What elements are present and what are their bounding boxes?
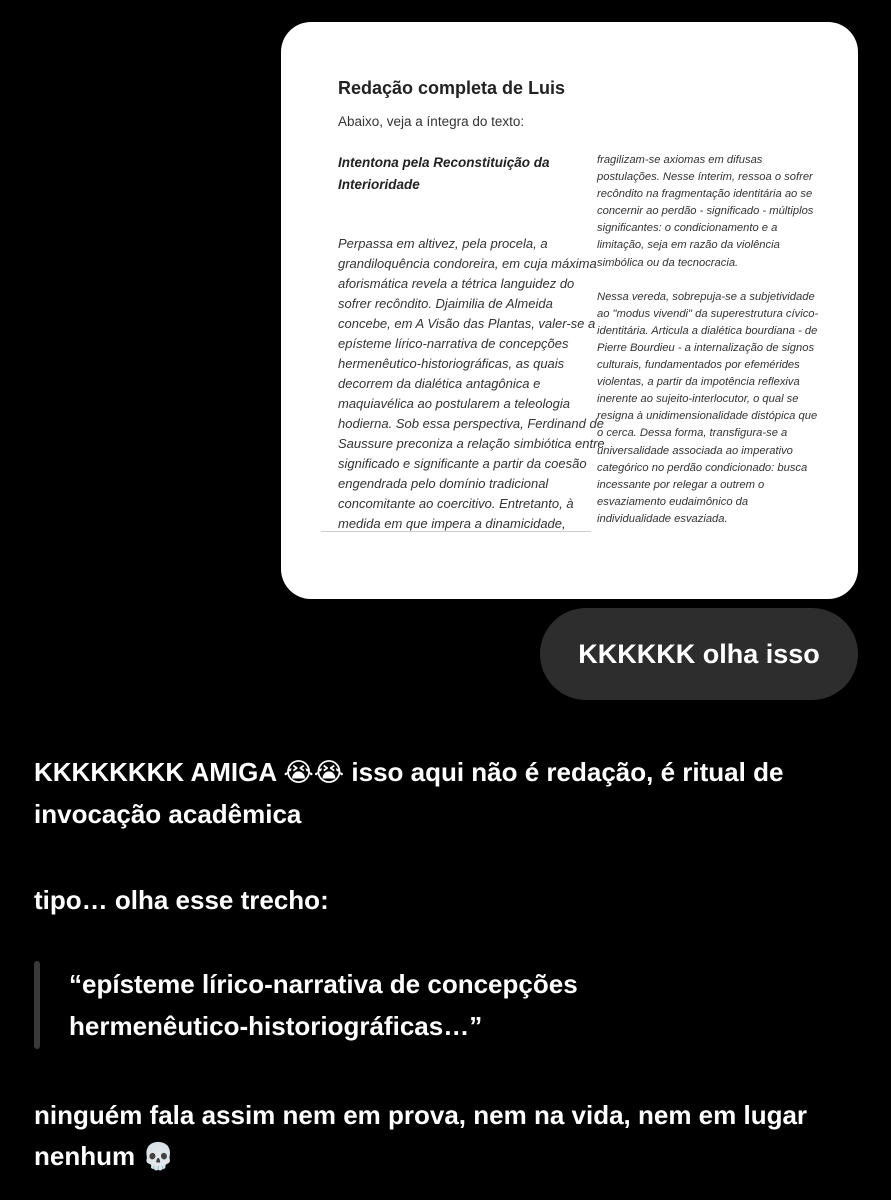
essay-line: ao "modus vivendi" da superestrutura cívico- bbox=[597, 307, 819, 320]
reply-bold-text: ritual de invocação acadêmica bbox=[34, 757, 784, 829]
essay-line: aforismática revela a tétrica languidez do bbox=[338, 276, 575, 291]
essay-line: recôndito na fragmentação identitária ao se bbox=[597, 188, 813, 201]
essay-line: incessante por relegar a outrem o bbox=[597, 478, 765, 491]
essay-line: individualidade esvaziada. bbox=[597, 512, 728, 525]
essay-intro: Abaixo, veja a íntegra do texto: bbox=[338, 114, 525, 129]
essay-line: culturais, fundamentados por efemérides bbox=[597, 359, 800, 372]
essay-line: hermenêutico-historiográficas, as quais bbox=[338, 356, 565, 371]
quote-bar bbox=[34, 961, 40, 1049]
essay-line: decorrem da dialética antagônica e bbox=[338, 376, 541, 391]
quote-line: “epísteme lírico-narrativa de concepções bbox=[69, 969, 578, 999]
quote-line: hermenêutico-historiográficas…” bbox=[69, 1011, 483, 1041]
assistant-reply-paragraph: tipo… olha esse trecho: bbox=[34, 885, 329, 915]
essay-line: epísteme lírico-narrativa de concepções bbox=[338, 336, 569, 351]
essay-line: concebe, em A Visão das Plantas, valer-se a bbox=[338, 316, 596, 331]
essay-line: resigna à unidimensionalidade distópica que bbox=[597, 410, 818, 423]
essay-line: esvaziamento eudaimônico da bbox=[597, 495, 749, 508]
essay-line: limitação, seja em razão da violência bbox=[597, 239, 780, 252]
essay-line: concernir ao perdão - significado - múltiplos bbox=[597, 205, 814, 218]
essay-divider bbox=[321, 531, 591, 532]
essay-line: simbólica ou da tecnocracia. bbox=[597, 256, 739, 269]
essay-line: maquiavélica ao postularem a teleologia bbox=[338, 396, 570, 411]
essay-line: concomitante ao coercitivo. Entretanto, à bbox=[338, 496, 574, 511]
essay-right-column bbox=[597, 152, 827, 528]
blockquote bbox=[34, 961, 834, 1049]
essay-line: categórico no perdão condicionado: busca bbox=[597, 461, 808, 474]
essay-line: violentas, a partir da impotência reflexiva bbox=[597, 376, 800, 389]
user-message-bubble[interactable]: KKKKKK olha isso bbox=[540, 608, 858, 700]
essay-line: sofrer recôndito. Djaimilia de Almeida bbox=[338, 296, 553, 311]
loudly-crying-emoji-icon: 😭😭 bbox=[283, 758, 345, 788]
reply-text: KKKKKKKK AMIGA bbox=[34, 757, 284, 787]
essay-line: identitária. Articula a dialética bourdiana - de bbox=[597, 324, 818, 337]
essay-heading-line: Interioridade bbox=[338, 177, 420, 192]
assistant-reply-paragraph bbox=[34, 752, 864, 835]
essay-line: significado e significante a partir da coesão bbox=[338, 456, 587, 471]
skull-emoji-icon: 💀 bbox=[142, 1142, 175, 1172]
reply-text: ninguém fala assim nem em prova, nem na vida, nem em lugar nenhum bbox=[34, 1100, 808, 1171]
essay-line: universalidade associada ao imperativo bbox=[597, 444, 793, 457]
essay-line: Pierre Bourdieu - a internalização de signos bbox=[597, 341, 815, 354]
essay-screenshot bbox=[321, 78, 831, 533]
essay-line: Perpassa em altivez, pela procela, a bbox=[338, 236, 548, 251]
essay-line: Nessa vereda, sobrepuja-se a subjetividade bbox=[597, 290, 815, 303]
essay-line: Saussure preconiza a relação simbiótica entre bbox=[338, 436, 605, 451]
essay-line: o cerca. Dessa forma, transfigura-se a bbox=[597, 427, 788, 440]
essay-line: medida em que impera a dinamicidade, bbox=[338, 516, 566, 531]
assistant-reply-paragraph bbox=[34, 1095, 864, 1178]
essay-line: engendrada pelo domínio tradicional bbox=[338, 476, 549, 491]
essay-line: significantes: o condicionamento e a bbox=[597, 222, 778, 235]
attached-image[interactable] bbox=[281, 22, 858, 599]
essay-line: inerente ao sujeito-interlocutor, o qual se bbox=[597, 393, 799, 406]
essay-line: grandiloquência condoreira, em cuja máxima bbox=[338, 256, 597, 271]
essay-heading bbox=[338, 152, 578, 196]
essay-line: fragilizam-se axiomas em difusas bbox=[597, 154, 763, 166]
quote-text bbox=[69, 963, 829, 1047]
reply-text: isso aqui não é redação, é bbox=[344, 757, 683, 787]
essay-title: Redação completa de Luis bbox=[338, 78, 566, 98]
essay-line: postulações. Nesse ínterim, ressoa o sofrer bbox=[597, 171, 813, 184]
essay-left-column bbox=[338, 234, 605, 534]
essay-heading-line: Intentona pela Reconstituição da bbox=[338, 155, 550, 170]
essay-line: hodierna. Sob essa perspectiva, Ferdinand de bbox=[338, 416, 604, 431]
